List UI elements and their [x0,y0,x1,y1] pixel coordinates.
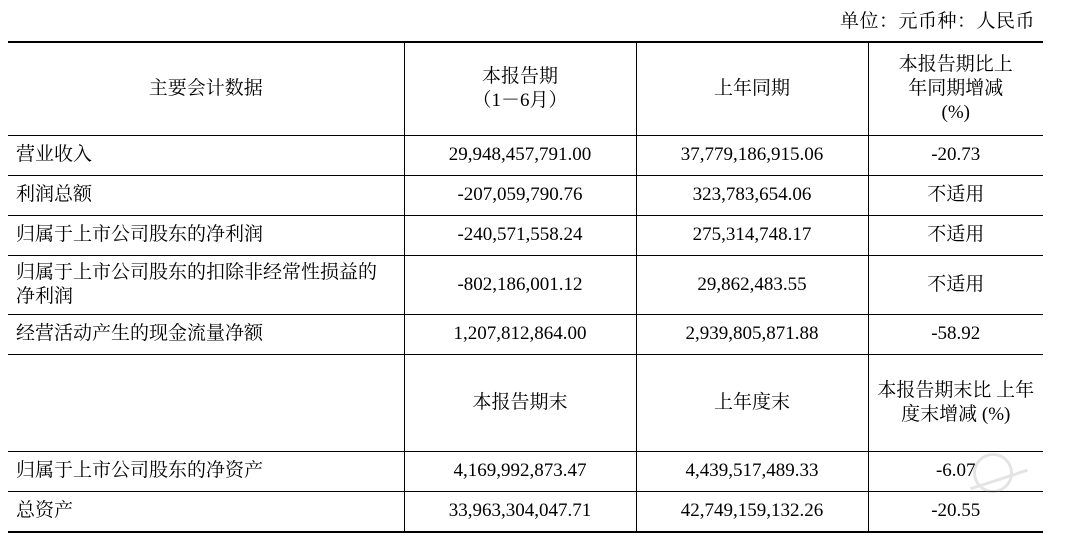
header-cell-change [868,42,1043,136]
header-cell-current-period [404,42,636,136]
row-label: 经营活动产生的现金流量净额 [8,315,404,355]
row-label: 营业收入 [8,136,404,176]
row-label: 总资产 [8,492,404,533]
row-current-value: -207,059,790.76 [404,176,636,216]
header-current-line2: （1－6月） [472,90,568,111]
row-label: 归属于上市公司股东的净利润 [8,216,404,256]
table-row [8,452,1043,492]
row-change-value: -6.07 [868,452,1043,492]
table-header-row [8,42,1043,136]
row-current-value: 4,169,992,873.47 [404,452,636,492]
table-row [8,136,1043,176]
subheader-cell-label [8,355,404,452]
table-row [8,315,1043,355]
row-change-value: 不适用 [868,256,1043,315]
row-change-value: -20.55 [868,492,1043,533]
row-label: 归属于上市公司股东的净资产 [8,452,404,492]
row-current-value: 33,963,304,047.71 [404,492,636,533]
subheader-cell-prior-year-end: 上年度末 [636,355,868,452]
row-change-value: -58.92 [868,315,1043,355]
row-prior-value: 29,862,483.55 [636,256,868,315]
subheader-change-line2: 上年度末增减 [901,379,1035,425]
table-row [8,492,1043,533]
header-cell-prior-period: 上年同期 [636,42,868,136]
subheader-cell-period-end: 本报告期末 [404,355,636,452]
unit-note: 单位：元币种：人民币 [839,11,1035,32]
subheader-change-line1: 本报告期末比 [877,379,992,401]
subheader-change-line3: (%) [981,404,1011,425]
table-row [8,256,1043,315]
row-prior-value: 275,314,748.17 [636,216,868,256]
row-prior-value: 37,779,186,915.06 [636,136,868,176]
row-prior-value: 42,749,159,132.26 [636,492,868,533]
financial-summary-table [8,41,1043,533]
header-change-line1: 本报告期比上 [898,53,1013,75]
row-label: 利润总额 [8,176,404,216]
row-label: 归属于上市公司股东的扣除非经常性损益的净利润 [8,256,404,315]
row-change-value: 不适用 [868,176,1043,216]
row-current-value: -240,571,558.24 [404,216,636,256]
row-current-value: -802,186,001.12 [404,256,636,315]
row-prior-value: 4,439,517,489.33 [636,452,868,492]
row-current-value: 1,207,812,864.00 [404,315,636,355]
table-subheader-row [8,355,1043,452]
subheader-cell-change [868,355,1043,452]
table-row [8,216,1043,256]
row-prior-value: 2,939,805,871.88 [636,315,868,355]
row-current-value: 29,948,457,791.00 [404,136,636,176]
row-change-value: 不适用 [868,216,1043,256]
table-row [8,176,1043,216]
header-current-line1: 本报告期 [481,65,558,87]
row-prior-value: 323,783,654.06 [636,176,868,216]
row-change-value: -20.73 [868,136,1043,176]
header-cell-label: 主要会计数据 [8,42,404,136]
header-change-line3: (%) [941,102,970,124]
header-change-line2: 年同期增减 [908,77,1004,99]
